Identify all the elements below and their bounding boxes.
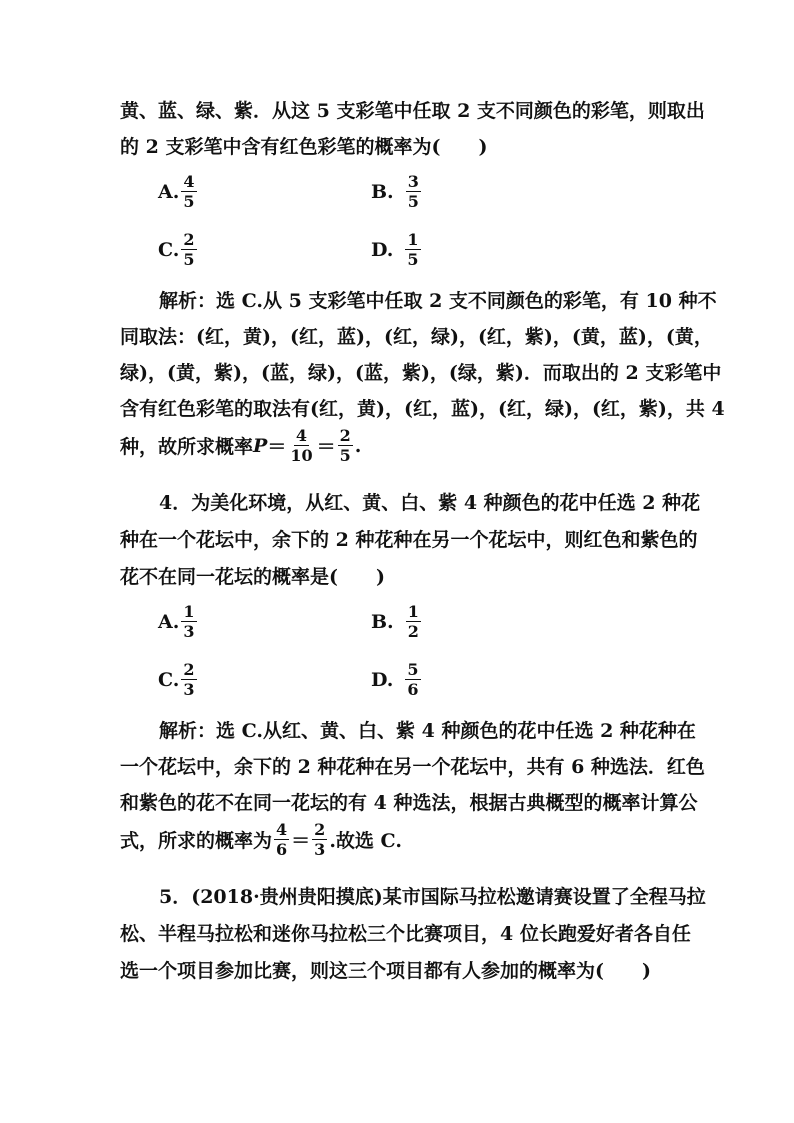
option-fraction <box>181 602 196 641</box>
fraction-numerator: 3 <box>407 172 419 191</box>
fraction-denominator: 5 <box>407 192 419 211</box>
option-label: C. <box>158 238 180 261</box>
q4-option-d <box>371 660 423 699</box>
option-label: B. <box>371 180 394 203</box>
q3-stem-line-1: 黄、蓝、绿、紫．从这 5 支彩笔中任取 2 支不同颜色的彩笔，则取出 <box>120 100 705 122</box>
option-label: D. <box>371 668 394 691</box>
equals-sign: ＝ <box>316 436 336 458</box>
fraction-numerator: 4 <box>295 426 308 445</box>
fraction-denominator: 10 <box>290 446 313 465</box>
fraction <box>312 820 327 859</box>
fraction-denominator: 5 <box>183 192 195 211</box>
equals-sign: ＝ <box>267 436 287 458</box>
solution-text: 种，故所求概率 <box>120 436 254 458</box>
fraction-numerator: 1 <box>407 602 419 621</box>
solution-text: 式，所求的概率为 <box>120 830 273 852</box>
q4-option-c <box>158 660 199 699</box>
fraction-numerator: 5 <box>407 660 419 679</box>
option-fraction <box>406 172 421 211</box>
equals-sign: ＝ <box>291 830 311 852</box>
fraction <box>288 426 314 465</box>
fraction-denominator: 3 <box>314 840 326 859</box>
fraction-numerator: 4 <box>183 172 195 191</box>
fraction-denominator: 2 <box>407 622 419 641</box>
option-label: A. <box>158 610 180 633</box>
option-fraction <box>181 230 196 269</box>
q4-option-a <box>158 602 199 641</box>
option-fraction <box>406 602 421 641</box>
option-label: D. <box>371 238 394 261</box>
fraction-numerator: 4 <box>276 820 288 839</box>
q4-option-b <box>371 602 423 641</box>
q4-solution-line-3: 和紫色的花不在同一花坛的有 4 种选法，根据古典概型的概率计算公 <box>120 792 698 814</box>
fraction-numerator: 2 <box>183 660 195 679</box>
fraction-numerator: 2 <box>339 426 351 445</box>
q3-option-d <box>371 230 423 269</box>
q5-stem-line-1: 5．(2018·贵州贵阳摸底)某市国际马拉松邀请赛设置了全程马拉 <box>159 886 706 908</box>
q3-solution-line-4: 含有红色彩笔的取法有(红，黄)，(红，蓝)，(红，绿)，(红，紫)，共 4 <box>120 398 725 420</box>
option-fraction <box>181 172 196 211</box>
q3-solution-line-2: 同取法：(红，黄)，(红，蓝)，(红，绿)，(红，紫)，(黄，蓝)，(黄， <box>120 326 713 348</box>
q3-solution-line-1: 解析：选 C.从 5 支彩笔中任取 2 支不同颜色的彩笔，有 10 种不 <box>159 290 717 312</box>
option-fraction <box>405 660 420 699</box>
fraction <box>338 426 353 465</box>
solution-text: . <box>354 434 362 457</box>
solution-text: .故选 C. <box>329 830 402 852</box>
q5-stem-line-2: 松、半程马拉松和迷你马拉松三个比赛项目，4 位长跑爱好者各自任 <box>120 923 691 945</box>
fraction-numerator: 1 <box>407 230 419 249</box>
option-fraction <box>405 230 420 269</box>
q3-option-c <box>158 230 199 269</box>
fraction-denominator: 3 <box>183 680 195 699</box>
fraction-numerator: 2 <box>183 230 195 249</box>
option-label: B. <box>371 610 394 633</box>
fraction-numerator: 1 <box>183 602 195 621</box>
option-fraction <box>181 660 196 699</box>
probability-variable: P <box>253 434 268 457</box>
option-label: C. <box>158 668 180 691</box>
q3-solution-line-5 <box>120 426 361 465</box>
fraction-numerator: 2 <box>314 820 326 839</box>
q3-solution-line-3: 绿)，(黄，紫)，(蓝，绿)，(蓝，紫)，(绿，紫)．而取出的 2 支彩笔中 <box>120 362 722 384</box>
q4-solution-line-2: 一个花坛中，余下的 2 种花种在另一个花坛中，共有 6 种选法．红色 <box>120 756 705 778</box>
q3-option-a <box>158 172 199 211</box>
q4-stem-line-3: 花不在同一花坛的概率是( ) <box>120 566 385 588</box>
q3-option-b <box>371 172 423 211</box>
fraction-denominator: 5 <box>339 446 351 465</box>
fraction <box>274 820 289 859</box>
q4-solution-line-4 <box>120 820 402 859</box>
fraction-denominator: 6 <box>407 680 419 699</box>
q5-stem-line-3: 选一个项目参加比赛，则这三个项目都有人参加的概率为( ) <box>120 960 651 982</box>
q4-stem-line-2: 种在一个花坛中，余下的 2 种花种在另一个花坛中，则红色和紫色的 <box>120 529 698 551</box>
q4-solution-line-1: 解析：选 C.从红、黄、白、紫 4 种颜色的花中任选 2 种花种在 <box>159 720 696 742</box>
option-label: A. <box>158 180 180 203</box>
fraction-denominator: 3 <box>183 622 195 641</box>
fraction-denominator: 6 <box>276 840 288 859</box>
q3-stem-line-2: 的 2 支彩笔中含有红色彩笔的概率为( ) <box>120 136 488 158</box>
fraction-denominator: 5 <box>407 250 419 269</box>
fraction-denominator: 5 <box>183 250 195 269</box>
q4-stem-line-1: 4．为美化环境，从红、黄、白、紫 4 种颜色的花中任选 2 种花 <box>159 492 701 514</box>
